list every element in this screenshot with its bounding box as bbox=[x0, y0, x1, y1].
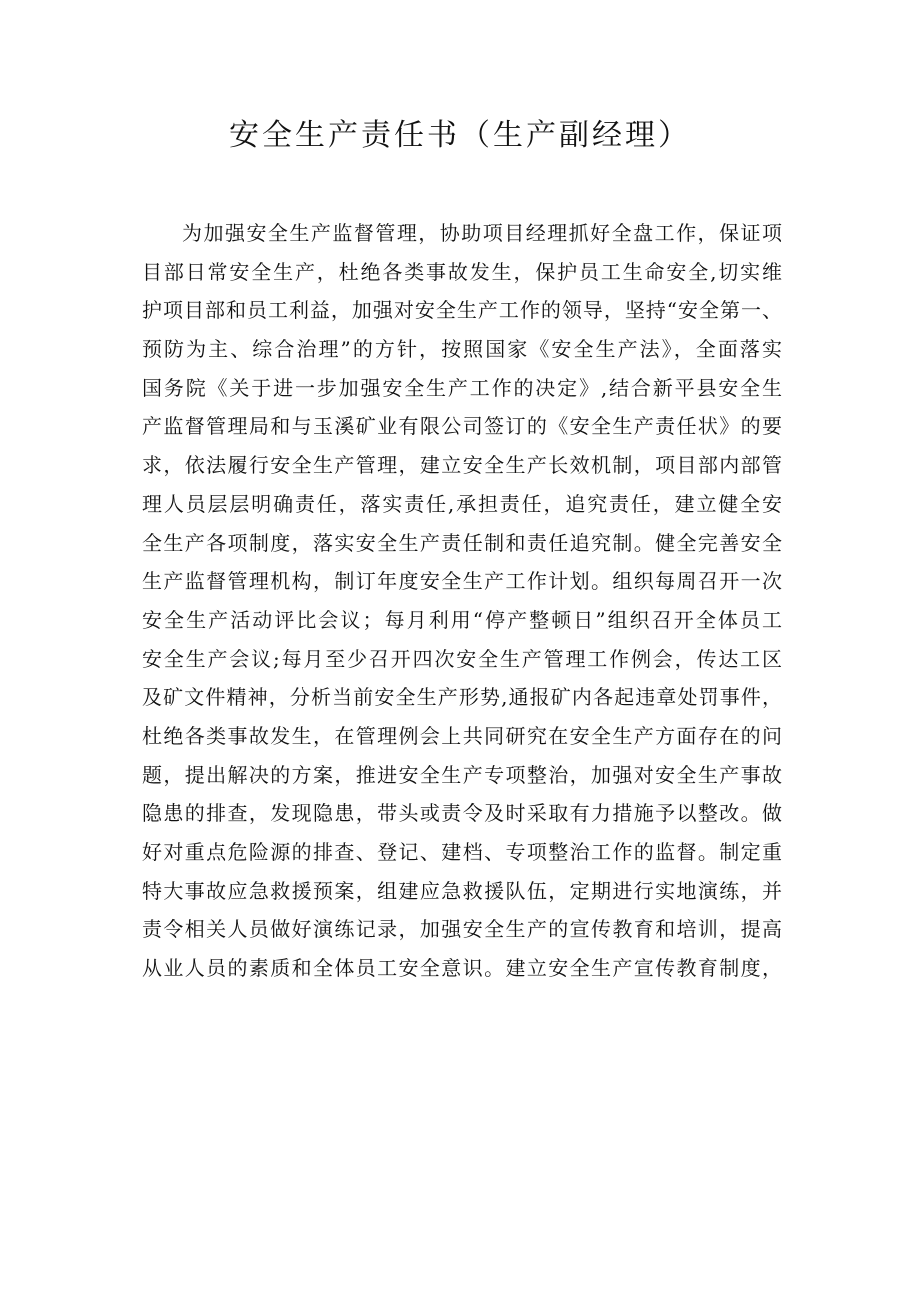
paragraph-line: 护项目部和员工利益，加强对安全生产工作的领导，坚持“安全第一、 bbox=[142, 298, 782, 323]
paragraph-line: 杜绝各类事故发生，在管理例会上共同研究在安全生产方面存在的问 bbox=[142, 723, 782, 748]
paragraph-line: 为加强安全生产监督管理，协助项目经理抓好全盘工作，保证项 bbox=[182, 221, 782, 245]
paragraph-line: 从业人员的素质和全体员工安全意识。建立安全生产宣传教育制度， bbox=[142, 956, 782, 981]
document-title: 安全生产责任书（生产副经理） bbox=[229, 118, 691, 153]
paragraph-line: 产监督管理局和与玉溪矿业有限公司签订的《安全生产责任状》的要 bbox=[142, 414, 782, 439]
paragraph-line: 理人员层层明确责任，落实责任,承担责任，追究责任，建立健全安 bbox=[142, 491, 782, 516]
paragraph-line: 求，依法履行安全生产管理，建立安全生产长效机制，项目部内部管 bbox=[142, 453, 782, 478]
paragraph-line: 预防为主、综合治理”的方针，按照国家《安全生产法》，全面落实 bbox=[142, 337, 782, 362]
paragraph-line: 题，提出解决的方案，推进安全生产专项整治，加强对安全生产事故 bbox=[142, 762, 782, 787]
paragraph-line: 安全生产活动评比会议；每月利用“停产整顿日”组织召开全体员工 bbox=[142, 607, 782, 632]
paragraph-line: 生产监督管理机构，制订年度安全生产工作计划。组织每周召开一次 bbox=[142, 569, 782, 594]
paragraph-line: 责令相关人员做好演练记录，加强安全生产的宣传教育和培训，提高 bbox=[142, 917, 782, 942]
paragraph-line: 全生产各项制度，落实安全生产责任制和责任追究制。健全完善安全 bbox=[142, 530, 782, 555]
paragraph-line: 及矿文件精神，分析当前安全生产形势,通报矿内各起违章处罚事件， bbox=[142, 685, 782, 710]
paragraph-line: 好对重点危险源的排查、登记、建档、专项整治工作的监督。制定重 bbox=[142, 840, 782, 864]
paragraph-line: 国务院《关于进一步加强安全生产工作的决定》,结合新平县安全生 bbox=[142, 375, 782, 400]
paragraph-line: 安全生产会议;每月至少召开四次安全生产管理工作例会，传达工区 bbox=[142, 646, 782, 671]
paragraph-line: 隐患的排查，发现隐患，带头或责令及时采取有力措施予以整改。做 bbox=[142, 801, 782, 826]
paragraph-line: 特大事故应急救援预案，组建应急救援队伍，定期进行实地演练，并 bbox=[142, 878, 782, 903]
document-body bbox=[142, 214, 782, 988]
paragraph-line: 目部日常安全生产，杜绝各类事故发生，保护员工生命安全,切实维 bbox=[142, 259, 782, 284]
